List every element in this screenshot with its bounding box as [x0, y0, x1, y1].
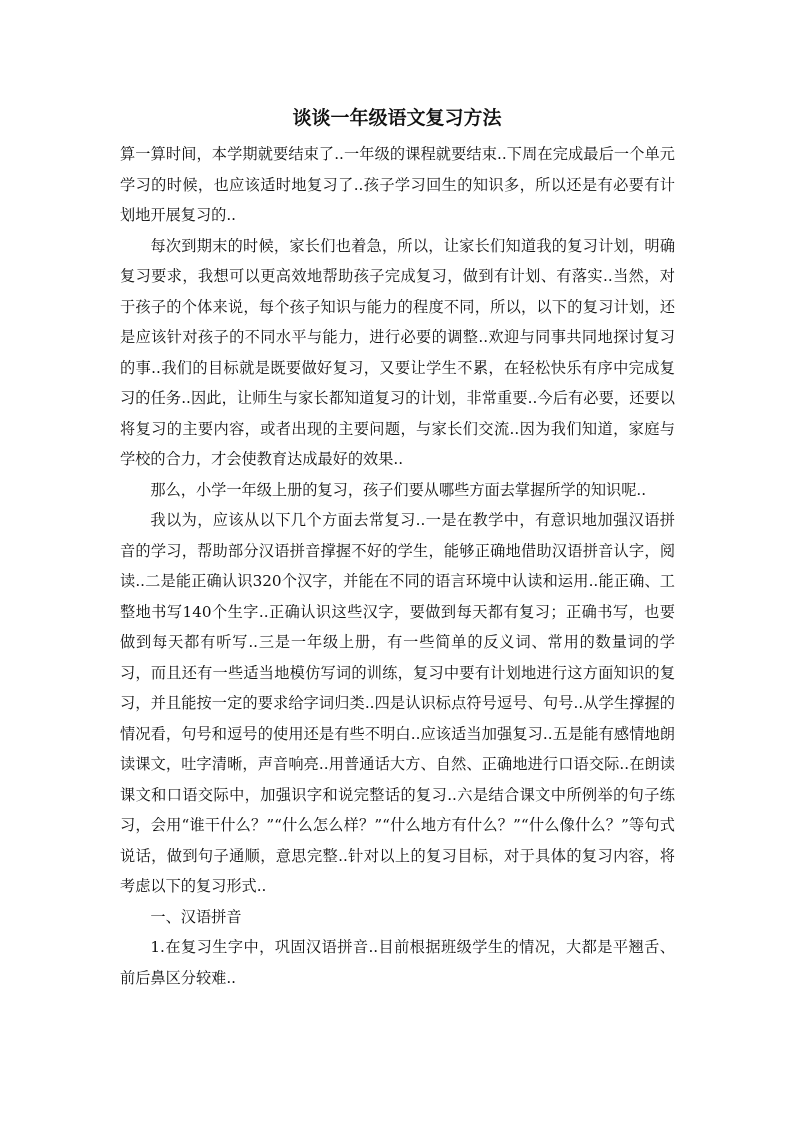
paragraph-pinyin-item-1: 1.在复习生字中，巩固汉语拼音..目前根据班级学生的情况，大都是平翘舌、前后鼻区分较难..	[120, 938, 675, 987]
paragraph-parents: 每次到期末的时候，家长们也着急，所以，让家长们知道我的复习计划，明确复习要求，我想可以更高效地帮助孩子完成复习，做到有计划、有落实..当然，对于孩子的个体来说，每个孩子知识与能力的程度不同，所以，以下的复习计划，还是应该针对孩子的不同水平与能力，进行必要的调整..欢迎与同事共同地探讨复习的事..我们的目标就是既要做好复习，又要让学生不累，在轻松快乐有序中完成复习的任务..因此，让师生与家长都知道复习的计划，非常重要..今后有必要，还要以将复习的主要内容，或者出现的主要问题，与家长们交流..因为我们知道，家庭与学校的合力，才会使教育达成最好的效果..	[120, 236, 675, 468]
document-title: 谈谈一年级语文复习方法	[292, 107, 502, 129]
section-heading-pinyin: 一、汉语拼音	[150, 907, 242, 926]
paragraph-question: 那么，小学一年级上册的复习，孩子们要从哪些方面去掌握所学的知识呢..	[150, 480, 647, 499]
paragraph-review-aspects: 我以为，应该从以下几个方面去常复习..一是在教学中，有意识地加强汉语拼音的学习，帮助部分汉语拼音撑握不好的学生，能够正确地借助汉语拼音认字，阅读..二是能正确认识320个汉字，并能在不同的语言环境中认读和运用..能正确、工整地书写140个生字..正确认识这些汉字，要做到每天都有复习；正确书写，也要做到每天都有听写..三是一年级上册，有一些简单的反义词、常用的数量词的学习，而且还有一些适当地模仿写词的训练，复习中要有计划地进行这方面知识的复习，并且能按一定的要求给字词归类..四是认识标点符号逗号、句号..从学生撑握的情况看，句号和逗号的使用还是有些不明白..应该适当加强复习..五是能有感情地朗读课文，吐字清晰，声音响亮..用普通话大方、自然、正确地进行口语交际..在朗读课文和口语交际中，加强识字和说完整话的复习..六是结合课文中所例举的句子练习，会用“谁干什么？”“什么怎么样？”“什么地方有什么？”“什么像什么？”等句式说话，做到句子通顺，意思完整..针对以上的复习目标，对于具体的复习内容，将考虑以下的复习形式..	[120, 511, 675, 895]
document-body	[120, 139, 675, 993]
paragraph-intro: 算一算时间，本学期就要结束了..一年级的课程就要结束..下周在完成最后一个单元学习的时候，也应该适时地复习了..孩子学习回生的知识多，所以还是有必要有计划地开展复习的..	[120, 145, 675, 224]
